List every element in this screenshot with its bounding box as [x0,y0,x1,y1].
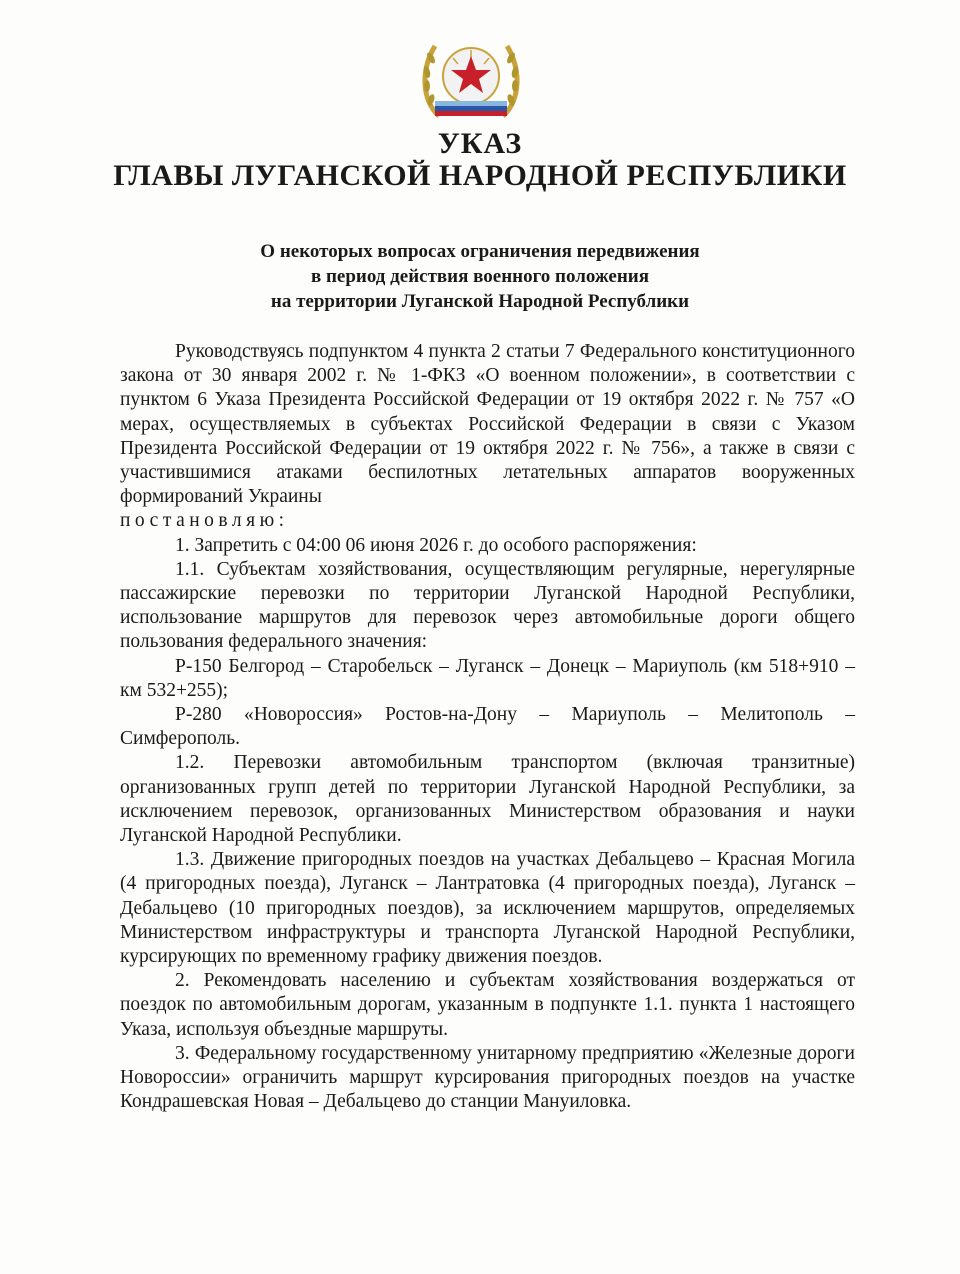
decree-title: УКАЗ [437,127,523,160]
clause-1-1-road-r150: Р-150 Белгород – Старобельск – Луганск – Донецк – Мариуполь (км 518+910 – км 532+255); [120,655,855,701]
decree-word: постановляю: [120,510,289,532]
decree-subject [0,239,960,314]
decree-issuer: ГЛАВЫ ЛУГАНСКОЙ НАРОДНОЙ РЕСПУБЛИКИ [113,159,847,192]
clause-1-1: 1.1. Субъектам хозяйствования, осуществляющим регулярные, нерегулярные пассажирские перевозки по территории Луганской Народной Республики, использование маршрутов для перевозок через автомобильные дороги общего пользования федерального значения: [120,558,855,653]
clause-1: 1. Запретить с 04:00 06 июня 2026 г. до особого распоряжения: [175,534,697,556]
clause-1-1-road-r280: Р-280 «Новороссия» Ростов-на-Дону – Мариуполь – Мелитополь – Симферополь. [120,704,855,750]
subject-line: в период действия военного положения [310,266,650,287]
clause-1-3: 1.3. Движение пригородных поездов на участках Дебальцево – Красная Могила (4 пригородных поезда), Луганск – Лантратовка (4 пригородных поезда), Луганск – Дебальцево (10 пригородных поездов), за исключением маршрутов, определяемых Министерством инфраструктуры и транспорта Луганской Народной Республики, курсирующих по временному графику движения поездов. [120,849,855,968]
subject-line: на территории Луганской Народной Республики [270,291,690,312]
subject-line: О некоторых вопросах ограничения передвижения [260,241,700,262]
lpr-coat-of-arms-icon [411,28,531,128]
preamble-paragraph: Руководствуясь подпунктом 4 пункта 2 статьи 7 Федерального конституционного закона от 30 января 2002 г. № 1-ФКЗ «О военном положении», в соответствии с пунктом 6 Указа Президента Российской Федерации от 19 октября 2022 г. № 757 «О мерах, осуществляемых в субъектах Российской Федерации в связи с Указом Президента Российской Федерации от 19 октября 2022 г. № 756», а также в связи с участившимися атаками беспилотных летательных аппаратов вооруженных формирований Украины [120,341,855,508]
clause-3: 3. Федеральному государственному унитарному предприятию «Железные дороги Новороссии» ограничить маршрут курсирования пригородных поездов на участке Кондрашевская Новая – Дебальцево до станции Мануиловка. [120,1042,855,1113]
clause-1-2: 1.2. Перевозки автомобильным транспортом (включая транзитные) организованных групп детей по территории Луганской Народной Республики, за исключением перевозок, организованных Министерством образования и науки Луганской Народной Республики. [120,752,855,847]
decree-body [120,340,855,1115]
clause-2: 2. Рекомендовать населению и субъектам хозяйствования воздержаться от поездок по автомобильным дорогам, указанным в подпункте 1.1. пункта 1 настоящего Указа, используя объездные маршруты. [120,970,855,1040]
